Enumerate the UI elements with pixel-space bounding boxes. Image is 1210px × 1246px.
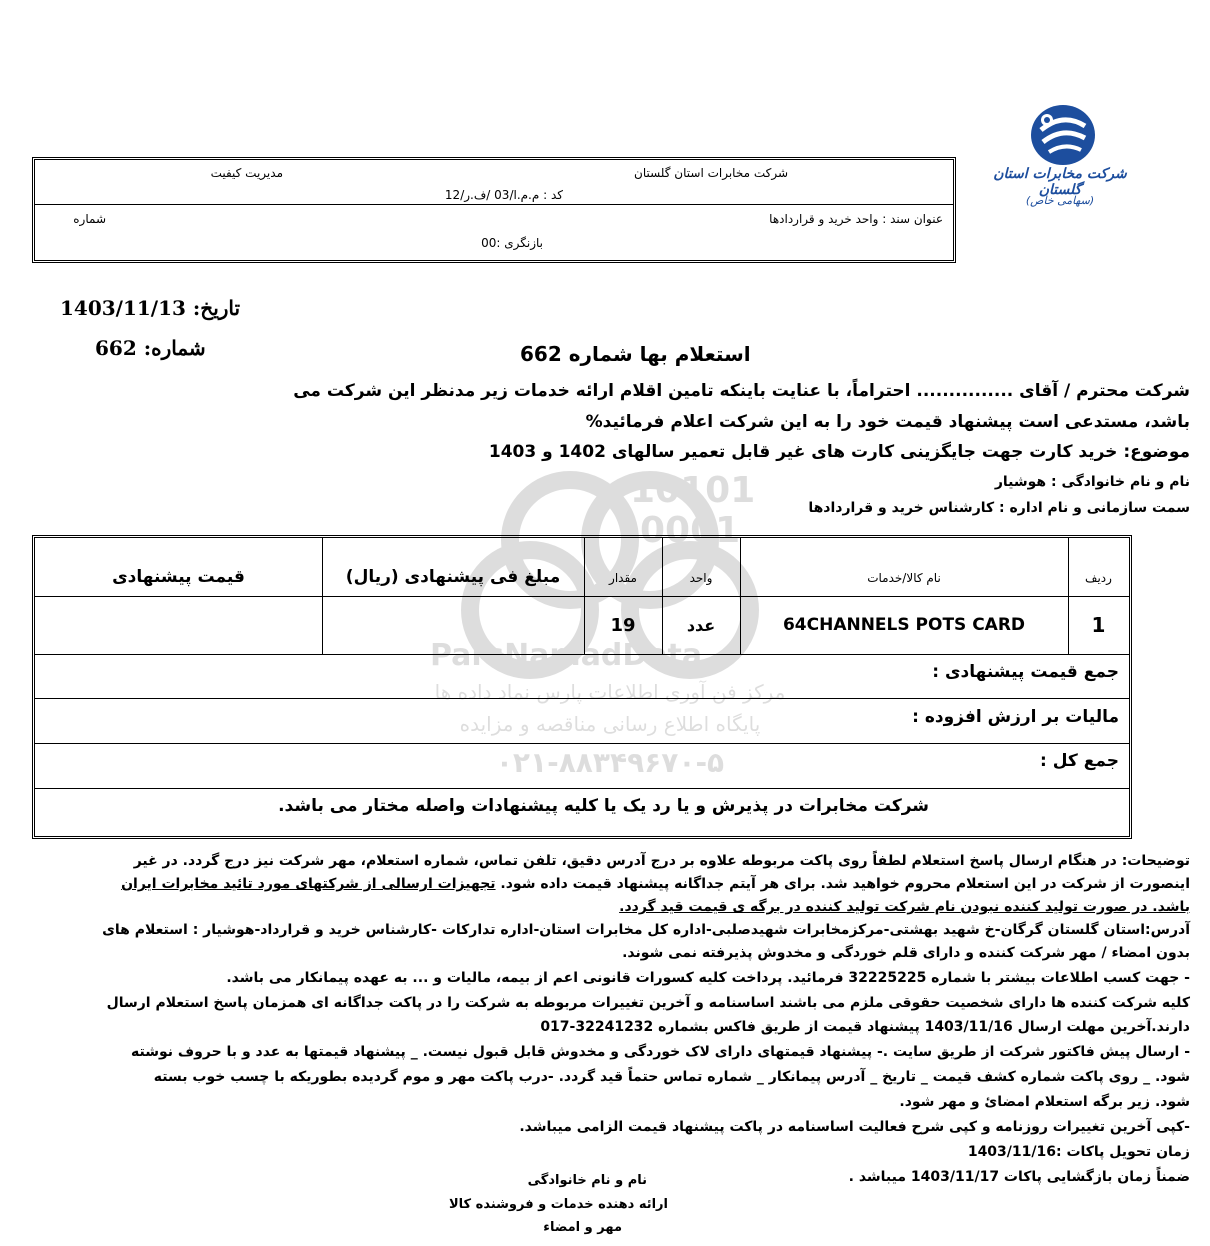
- header-company: شرکت مخابرات استان گلستان: [634, 166, 788, 180]
- note-line-3: باشد. در صورت تولید کننده نبودن نام شرکت تولید کننده در برگه ی قیمت قید گردد.: [619, 899, 1190, 915]
- subject-line: موضوع: خرید کارت جهت جایگزینی کارت های غیر قابل تعمیر سالهای 1402 و 1403: [488, 442, 1190, 462]
- col-header-item: نام کالا/خدمات: [867, 571, 941, 585]
- date-label: تاریخ:: [192, 296, 241, 320]
- table-row-1-item: 64CHANNELS POTS CARD: [782, 615, 1026, 635]
- logo-sub: (سهامی خاص): [1025, 194, 1095, 207]
- signature-name: نام و نام خانوادگی: [527, 1173, 647, 1188]
- watermark-binary-2: 0001: [640, 510, 741, 551]
- col-header-qty: مقدار: [609, 571, 637, 585]
- header-doc-title: عنوان سند : واحد خرید و قراردادها: [769, 212, 943, 226]
- header-revision: بازنگری :00: [481, 236, 543, 250]
- header-dept: مدیریت کیفیت: [210, 166, 283, 180]
- watermark-line-2: پایگاه اطلاع رسانی مناقصه و مزایده: [459, 712, 761, 736]
- note-line-13: زمان تحویل پاکات :1403/11/16: [967, 1144, 1190, 1160]
- intro-line-1: شرکت محترم / آقای ............... احتراماً، با عنایت باینکه تامین اقلام ارائه خدمات زیر مدنظر این شرکت می: [293, 381, 1190, 401]
- number-block: [95, 336, 206, 360]
- person-post-line: سمت سازمانی و نام اداره : کارشناس خرید و قراردادها: [808, 500, 1190, 516]
- date-block: [60, 296, 240, 320]
- col-header-row: ردیف: [1085, 571, 1112, 585]
- watermark-brand: ParsNamadData: [430, 638, 703, 673]
- table-row-1-unit-price[interactable]: [322, 596, 584, 654]
- total-label: جمع کل :: [1040, 751, 1119, 771]
- signature-role: ارائه دهنده خدمات و فروشنده کالا: [449, 1197, 668, 1212]
- table-row-1-total-price[interactable]: [35, 596, 322, 654]
- signature-stamp: مهر و امضاء: [543, 1220, 622, 1235]
- telecom-logo-icon: [985, 100, 1135, 170]
- note-line-14: ضمناً زمان بازگشایی پاکات 1403/11/17 میباشد .: [848, 1169, 1190, 1185]
- note-line-2-underlined: تجهیزات ارسالی از شرکتهای مورد تائید مخابرات ایران: [121, 876, 496, 892]
- note-line-11: شود. زیر برگه استعلام امضائ و مهر شود.: [899, 1094, 1190, 1110]
- number-value: 662: [95, 336, 137, 360]
- vat-label: مالیات بر ارزش افزوده :: [912, 707, 1119, 727]
- watermark-binary-1: 10101: [630, 470, 756, 511]
- page-title: استعلام بها شماره 662: [520, 342, 751, 366]
- note-line-12: -کپی آخرین تغییرات روزنامه و کپی شرح فعالیت اساسنامه در پاکت پیشنهاد قیمت الزامی میباشد.: [519, 1119, 1190, 1135]
- note-line-4: آدرس:استان گلستان گرگان-خ شهید بهشتی-مرکزمخابرات شهیدصلبی-اداره کل مخابرات استان-اداره تدارکات -کارشناس خرید و قرارداد-هوشیار : استعلام های: [102, 922, 1190, 938]
- note-line-1: توضیحات: در هنگام ارسال پاسخ استعلام لطفاً روی پاکت مربوطه علاوه بر درج آدرس دقیق، تلفن تماس، شماره استعلام، مهر شرکت نیز درج گردد. در غیر: [133, 853, 1190, 869]
- header-number-label: شماره: [73, 212, 106, 226]
- number-label: شماره:: [143, 336, 206, 360]
- note-line-9: - ارسال پیش فاکتور شرکت از طریق سایت .- پیشنهاد قیمتهای دارای لاک خوردگی و مخدوش قابل قبول نیست. _ پیشنهاد قیمتها به عدد و با حروف نوشته: [131, 1044, 1190, 1060]
- sum-label: جمع قیمت پیشنهادی :: [932, 662, 1119, 682]
- table-footer: شرکت مخابرات در پذیرش و یا رد یک یا کلیه پیشنهادات واصله مختار می باشد.: [278, 796, 929, 816]
- price-table: [32, 535, 1132, 839]
- watermark-line-1: مرکز فن آوری اطلاعات پارس نماد داده ها: [434, 680, 786, 704]
- col-header-unit-price: مبلغ فی پیشنهادی (ریال): [345, 567, 561, 587]
- table-row-1-qty: 19: [610, 614, 636, 636]
- intro-line-2: باشد، مستدعی است پیشنهاد قیمت خود را به این شرکت اعلام فرمائید%: [585, 412, 1190, 432]
- col-header-unit: واحد: [689, 571, 713, 585]
- note-line-2: [20, 876, 1190, 892]
- company-logo: [985, 100, 1135, 220]
- logo-company-name: شرکت مخابرات استان گلستان: [993, 166, 1127, 198]
- note-line-10: شود. _ روی پاکت شماره کشف قیمت _ تاریخ _ آدرس پیمانکار _ شماره تماس حتماً قید گردد. -درب پاکت مهر و موم گردیده بطوریکه با چسب خوب بسته: [153, 1069, 1190, 1085]
- note-line-2-text: اینصورت از شرکت در این استعلام محروم خواهید شد. برای هر آیتم جداگانه پیشنهاد قیمت داده شود.: [500, 876, 1190, 892]
- col-header-total-price: قیمت پیشنهادی: [112, 567, 245, 587]
- watermark-phone: ۰۲۱-۸۸۳۴۹۶۷۰-۵: [495, 746, 725, 779]
- document-header: [32, 157, 956, 263]
- note-line-8: دارند.آخرین مهلت ارسال 1403/11/16 پیشنهاد قیمت از طریق فاکس بشماره 32241232-017: [540, 1019, 1190, 1035]
- note-line-7: کلیه شرکت کننده ها دارای شخصیت حقوقی ملزم می باشند اساسنامه و آخرین تغییرات مربوطه به شرکت را در پاکت جداگانه ای همزمان پاسخ استعلام ارسال: [106, 995, 1190, 1011]
- table-row-1-unit: عدد: [686, 615, 716, 635]
- note-line-5: بدون امضاء / مهر شرکت کننده و دارای قلم خوردگی و مخدوش پذیرفته نمی شوند.: [622, 945, 1190, 961]
- person-name-line: نام و نام خانوادگی : هوشیار: [994, 474, 1190, 490]
- table-row-1-index: 1: [1091, 613, 1106, 637]
- note-line-6: - جهت کسب اطلاعات بیشتر با شماره 32225225 فرمائید. پرداخت کلیه کسورات قانونی اعم از بیمه، مالیات و ... به عهده پیمانکار می باشد.: [226, 970, 1190, 986]
- header-code: کد : م.م.ا/03 /ف.ر/12: [444, 188, 563, 202]
- date-value: 1403/11/13: [60, 296, 186, 320]
